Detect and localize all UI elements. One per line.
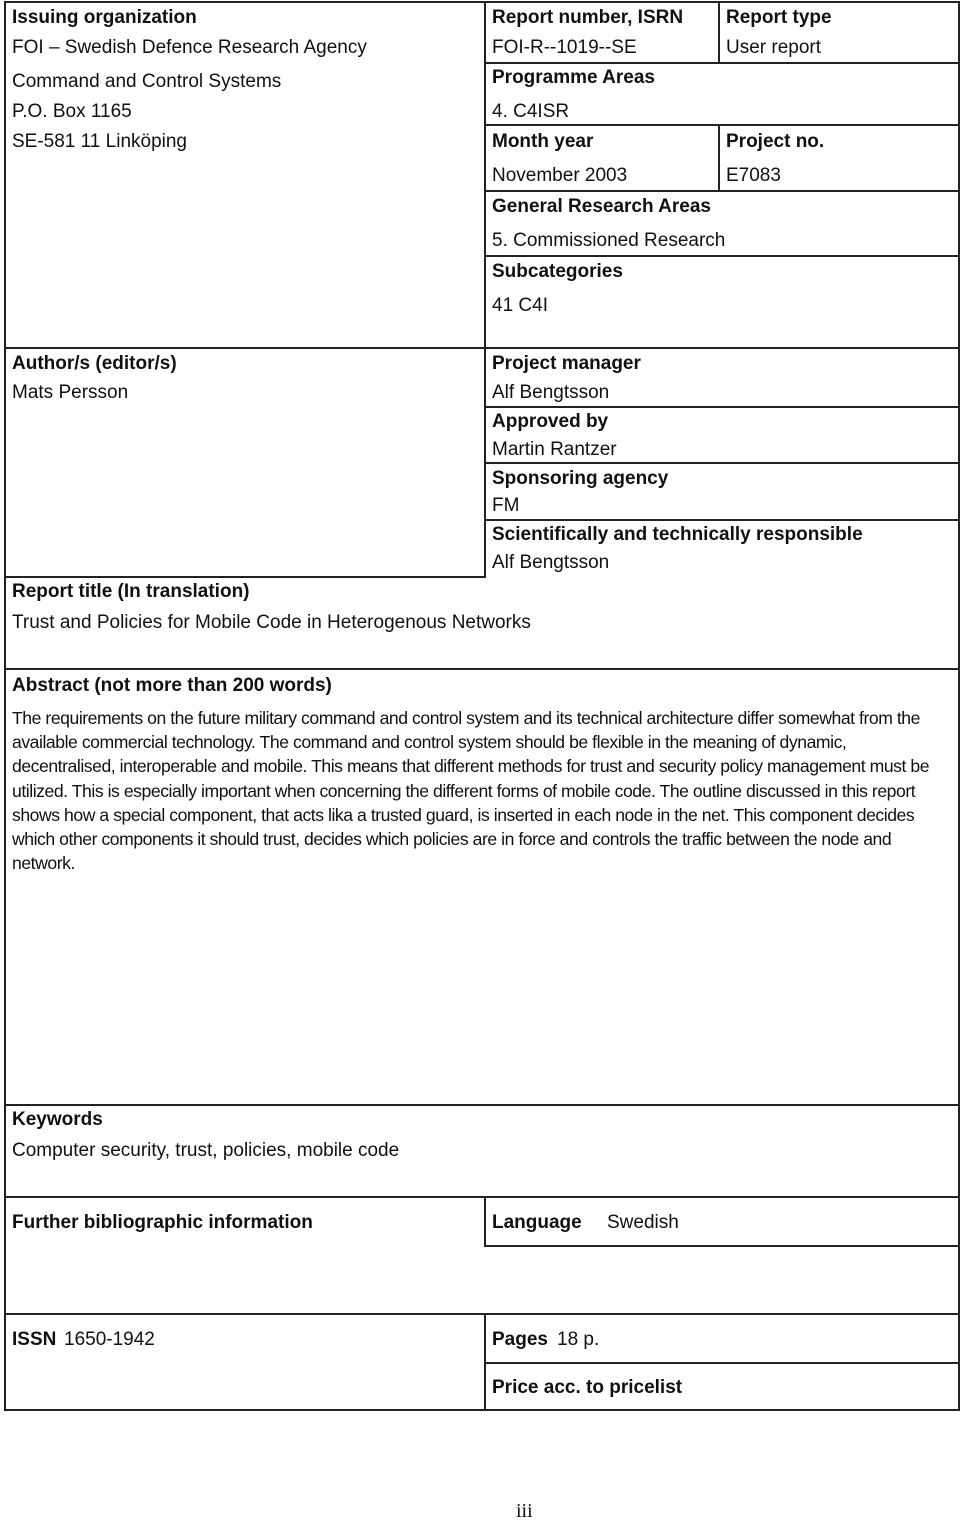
month-year-value: November 2003 bbox=[492, 165, 628, 186]
divider-sponsor-bottom bbox=[484, 519, 960, 521]
issuing-org-line-4: SE-581 11 Linköping bbox=[12, 131, 187, 152]
abstract-label: Abstract (not more than 200 words) bbox=[12, 675, 332, 696]
authors-value: Mats Persson bbox=[12, 382, 129, 403]
divider-people-bottom bbox=[4, 576, 486, 578]
issuing-org-line-2: Command and Control Systems bbox=[12, 71, 282, 92]
project-no-label: Project no. bbox=[726, 131, 825, 152]
divider-month-bottom bbox=[484, 190, 960, 192]
issn-label: ISSN bbox=[12, 1329, 57, 1350]
divider-language-col bbox=[484, 1196, 486, 1246]
sponsoring-agency-value: FM bbox=[492, 495, 520, 516]
divider-biblio-bottom bbox=[4, 1313, 960, 1315]
subcategories-value: 41 C4I bbox=[492, 295, 548, 316]
keywords-label: Keywords bbox=[12, 1109, 103, 1130]
subcategories-label: Subcategories bbox=[492, 261, 623, 282]
issuing-org-line-3: P.O. Box 1165 bbox=[12, 101, 132, 122]
report-number-value: FOI-R--1019--SE bbox=[492, 37, 637, 58]
divider-pages-bottom bbox=[484, 1362, 960, 1364]
general-research-areas-value: 5. Commissioned Research bbox=[492, 230, 726, 251]
page-number: iii bbox=[516, 1500, 533, 1522]
sci-responsible-label: Scientifically and technically responsible bbox=[492, 524, 863, 545]
report-number-label: Report number, ISRN bbox=[492, 7, 684, 28]
general-research-areas-label: General Research Areas bbox=[492, 196, 711, 217]
divider-gra-bottom bbox=[484, 255, 960, 257]
border-bottom bbox=[4, 1409, 960, 1411]
divider-title-bottom bbox=[4, 668, 960, 670]
project-manager-value: Alf Bengtsson bbox=[492, 382, 610, 403]
report-type-label: Report type bbox=[726, 7, 832, 28]
language-label: Language bbox=[492, 1212, 582, 1233]
issuing-org-line-1: FOI – Swedish Defence Research Agency bbox=[12, 37, 367, 58]
sponsoring-agency-label: Sponsoring agency bbox=[492, 468, 669, 489]
divider-left-col-top bbox=[484, 1, 486, 348]
divider-header-bottom bbox=[4, 347, 960, 349]
report-title-label: Report title (In translation) bbox=[12, 581, 250, 602]
authors-label: Author/s (editor/s) bbox=[12, 353, 177, 374]
report-type-value: User report bbox=[726, 37, 822, 58]
divider-language-bottom bbox=[484, 1245, 960, 1247]
keywords-value: Computer security, trust, policies, mobile code bbox=[12, 1140, 400, 1161]
border-left bbox=[4, 1, 6, 1411]
project-no-value: E7083 bbox=[726, 165, 781, 186]
language-value: Swedish bbox=[607, 1212, 679, 1233]
divider-keywords-bottom bbox=[4, 1196, 960, 1198]
approved-by-value: Martin Rantzer bbox=[492, 439, 617, 460]
issuing-org-label: Issuing organization bbox=[12, 7, 197, 28]
pages-value: 18 p. bbox=[557, 1329, 600, 1350]
sci-responsible-value: Alf Bengtsson bbox=[492, 552, 610, 573]
border-top bbox=[4, 1, 960, 3]
programme-areas-label: Programme Areas bbox=[492, 67, 655, 88]
divider-project-no bbox=[718, 124, 720, 190]
programme-areas-value: 4. C4ISR bbox=[492, 101, 570, 122]
approved-by-label: Approved by bbox=[492, 411, 609, 432]
further-biblio-label: Further bibliographic information bbox=[12, 1212, 313, 1233]
issn-value: 1650-1942 bbox=[64, 1329, 155, 1350]
report-title-value: Trust and Policies for Mobile Code in Heterogenous Networks bbox=[12, 612, 531, 633]
month-year-label: Month year bbox=[492, 131, 594, 152]
divider-isrn-bottom bbox=[484, 62, 960, 64]
divider-pm-bottom bbox=[484, 406, 960, 408]
divider-approved-bottom bbox=[484, 462, 960, 464]
price-label: Price acc. to pricelist bbox=[492, 1377, 683, 1398]
divider-abstract-bottom bbox=[4, 1104, 960, 1106]
abstract-text: The requirements on the future military command and control system and its technical architecture differ somewhat from the available commercial technology. The command and control system should be flexible in the meaning of dynamic, decentralised, interoperable and mobile. This means that different methods for trust and security policy management must be utilized. This is especially important when concerning the different forms of mobile code. The outline discussed in this report shows how a special component, that acts lika a trusted guard, is inserted in each node in the net. This component decides which other components it should trust, decides which policies are in force and controls the traffic between the node and network. bbox=[12, 708, 930, 874]
divider-report-type bbox=[718, 1, 720, 63]
project-manager-label: Project manager bbox=[492, 353, 641, 374]
divider-programme-bottom bbox=[484, 124, 960, 126]
pages-label: Pages bbox=[492, 1329, 548, 1350]
